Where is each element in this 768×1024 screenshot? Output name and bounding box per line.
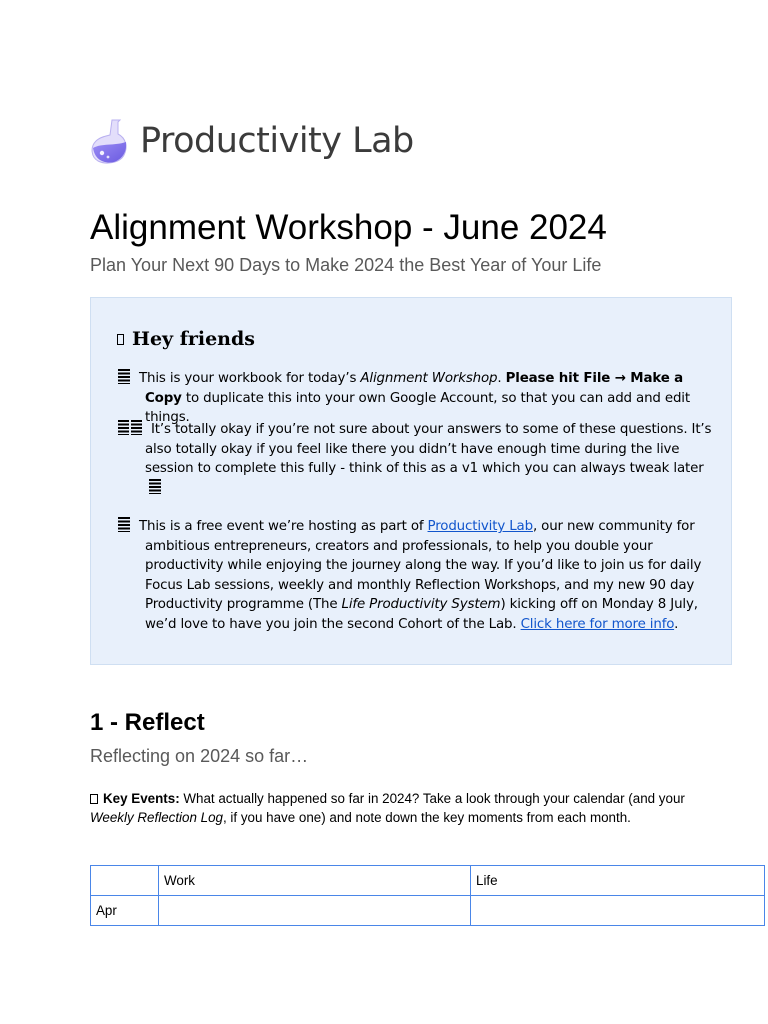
brand-name: Productivity Lab — [140, 121, 414, 161]
table-header-cell[interactable]: Work — [159, 866, 471, 896]
section-subheading: Reflecting on 2024 so far… — [90, 746, 309, 766]
callout-heading — [117, 328, 255, 350]
table-cell[interactable] — [471, 896, 765, 926]
paragraph-text: . — [674, 616, 679, 632]
more-info-link[interactable]: Click here for more info — [520, 616, 675, 632]
paragraph-text: This is a free event we’re hosting as part of — [139, 519, 428, 534]
list-bullet-icon — [118, 420, 142, 435]
paragraph-text: to duplicate this into your own Google Account, so that you can add and edit things. — [145, 390, 690, 426]
key-events-table — [90, 865, 765, 926]
table-cell[interactable] — [159, 896, 471, 926]
paragraph-italic: Alignment Workshop — [360, 371, 498, 386]
table-header-row — [91, 866, 765, 896]
flask-icon — [90, 117, 128, 165]
callout-paragraph-2 — [118, 420, 718, 498]
paragraph-text: It’s totally okay if you’re not sure about your answers to some of these questions. It’s also totally okay if you feel like there you didn’t have enough time during the live session to complete this fully - think of this as a v1 which you can always tweak later — [145, 422, 712, 477]
paragraph-bold: Please hit File → Make a Copy — [145, 371, 684, 406]
brand-logo — [90, 116, 414, 166]
paragraph-text: , our new community for ambitious entrepreneurs, creators and professionals, to help you double your productivity while enjoying the journey along the way. If you’d like to join us for daily Focus Lab sessions, weekly and monthly Reflection Workshops, and my new 90 day Productivity programme (The — [145, 519, 702, 613]
paragraph-text: . — [497, 371, 506, 386]
list-bullet-icon — [118, 369, 130, 384]
page-title: Alignment Workshop - June 2024 — [90, 208, 607, 247]
paragraph-italic: Weekly Reflection Log — [90, 810, 223, 825]
paragraph-text: ) kicking off on Monday 8 July, we’d love to have you join the second Cohort of the Lab. — [145, 597, 698, 632]
callout-paragraph-1 — [118, 369, 718, 428]
box-icon — [90, 794, 98, 804]
key-events-prompt — [90, 789, 690, 827]
page-subtitle: Plan Your Next 90 Days to Make 2024 the Best Year of Your Life — [90, 255, 602, 275]
table-row — [91, 896, 765, 926]
box-icon — [117, 334, 124, 345]
table-header-cell[interactable] — [91, 866, 159, 896]
paragraph-text: This is your workbook for today’s — [139, 371, 361, 386]
paragraph-text: , if you have one) and note down the key moments from each month. — [222, 810, 631, 825]
productivity-lab-link[interactable]: Productivity Lab — [427, 519, 533, 534]
paragraph-italic: Life Productivity System — [341, 597, 501, 613]
table-cell[interactable]: Apr — [91, 896, 159, 926]
emoji-icon — [149, 479, 161, 494]
callout-paragraph-3 — [118, 517, 718, 635]
paragraph-text: What actually happened so far in 2024? Take a look through your calendar (and your — [179, 791, 685, 806]
callout-heading-text: Hey friends — [132, 328, 255, 350]
key-events-label: Key Events: — [103, 791, 180, 806]
table-header-cell[interactable]: Life — [471, 866, 765, 896]
section-heading-reflect: 1 - Reflect — [90, 709, 205, 736]
list-bullet-icon — [118, 517, 130, 532]
intro-callout — [90, 297, 732, 665]
